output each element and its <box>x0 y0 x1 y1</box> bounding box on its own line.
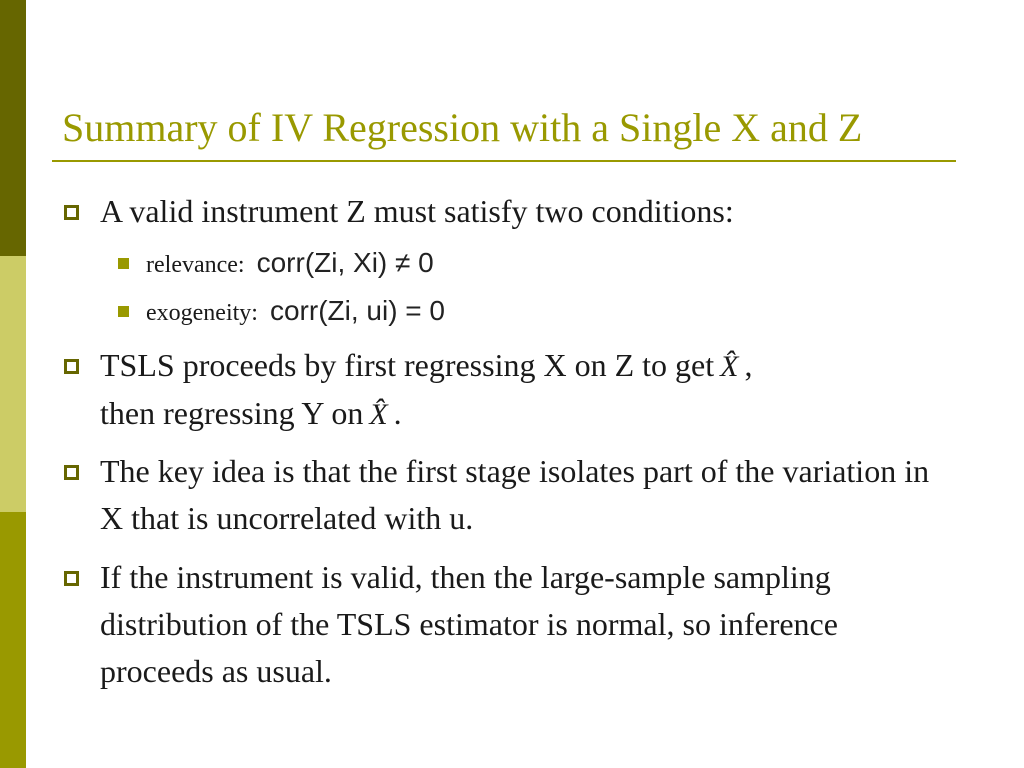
sub-bullet-marker-icon <box>118 258 129 269</box>
x-hat-symbol: X̂ <box>720 350 739 383</box>
exogeneity-formula: corr(Zi, ui) = 0 <box>269 295 445 326</box>
sub-bullet-exogeneity <box>118 295 445 329</box>
bullet-tsls-procedure <box>64 342 954 438</box>
bullet-valid-instrument <box>64 188 954 235</box>
bullet-marker-icon <box>64 465 79 480</box>
x-hat-symbol: X̂ <box>369 398 388 431</box>
sidebar-band-light <box>0 256 26 512</box>
bullet-text: The key idea is that the first stage isolates part of the variation in X that is uncorrelated with u. <box>100 453 930 536</box>
sub-bullet-label: relevance: <box>146 252 245 278</box>
sub-bullet-label: exogeneity: <box>146 300 258 326</box>
bullet-text: TSLS proceeds by first regressing X on Z to get X̂ , then regressing Y on X̂ . <box>100 342 954 438</box>
sidebar-decoration <box>0 0 26 768</box>
sub-bullet-marker-icon <box>118 306 129 317</box>
sub-bullet-relevance <box>118 247 434 281</box>
bullet-marker-icon <box>64 205 79 220</box>
bullet-valid-instrument-inference <box>64 554 954 695</box>
bullet-marker-icon <box>64 359 79 374</box>
bullet-text: If the instrument is valid, then the large-sample sampling distribution of the TSLS estimator is normal, so inference proceeds as usual. <box>100 559 838 689</box>
bullet-text: A valid instrument Z must satisfy two conditions: <box>100 193 734 229</box>
title-divider <box>52 160 956 162</box>
slide-title: Summary of IV Regression with a Single X and Z <box>62 105 863 150</box>
relevance-formula: corr(Zi, Xi) ≠ 0 <box>256 247 434 278</box>
bullet-marker-icon <box>64 571 79 586</box>
bullet-key-idea <box>64 448 954 542</box>
sidebar-band-olive <box>0 512 26 768</box>
sidebar-band-dark <box>0 0 26 256</box>
